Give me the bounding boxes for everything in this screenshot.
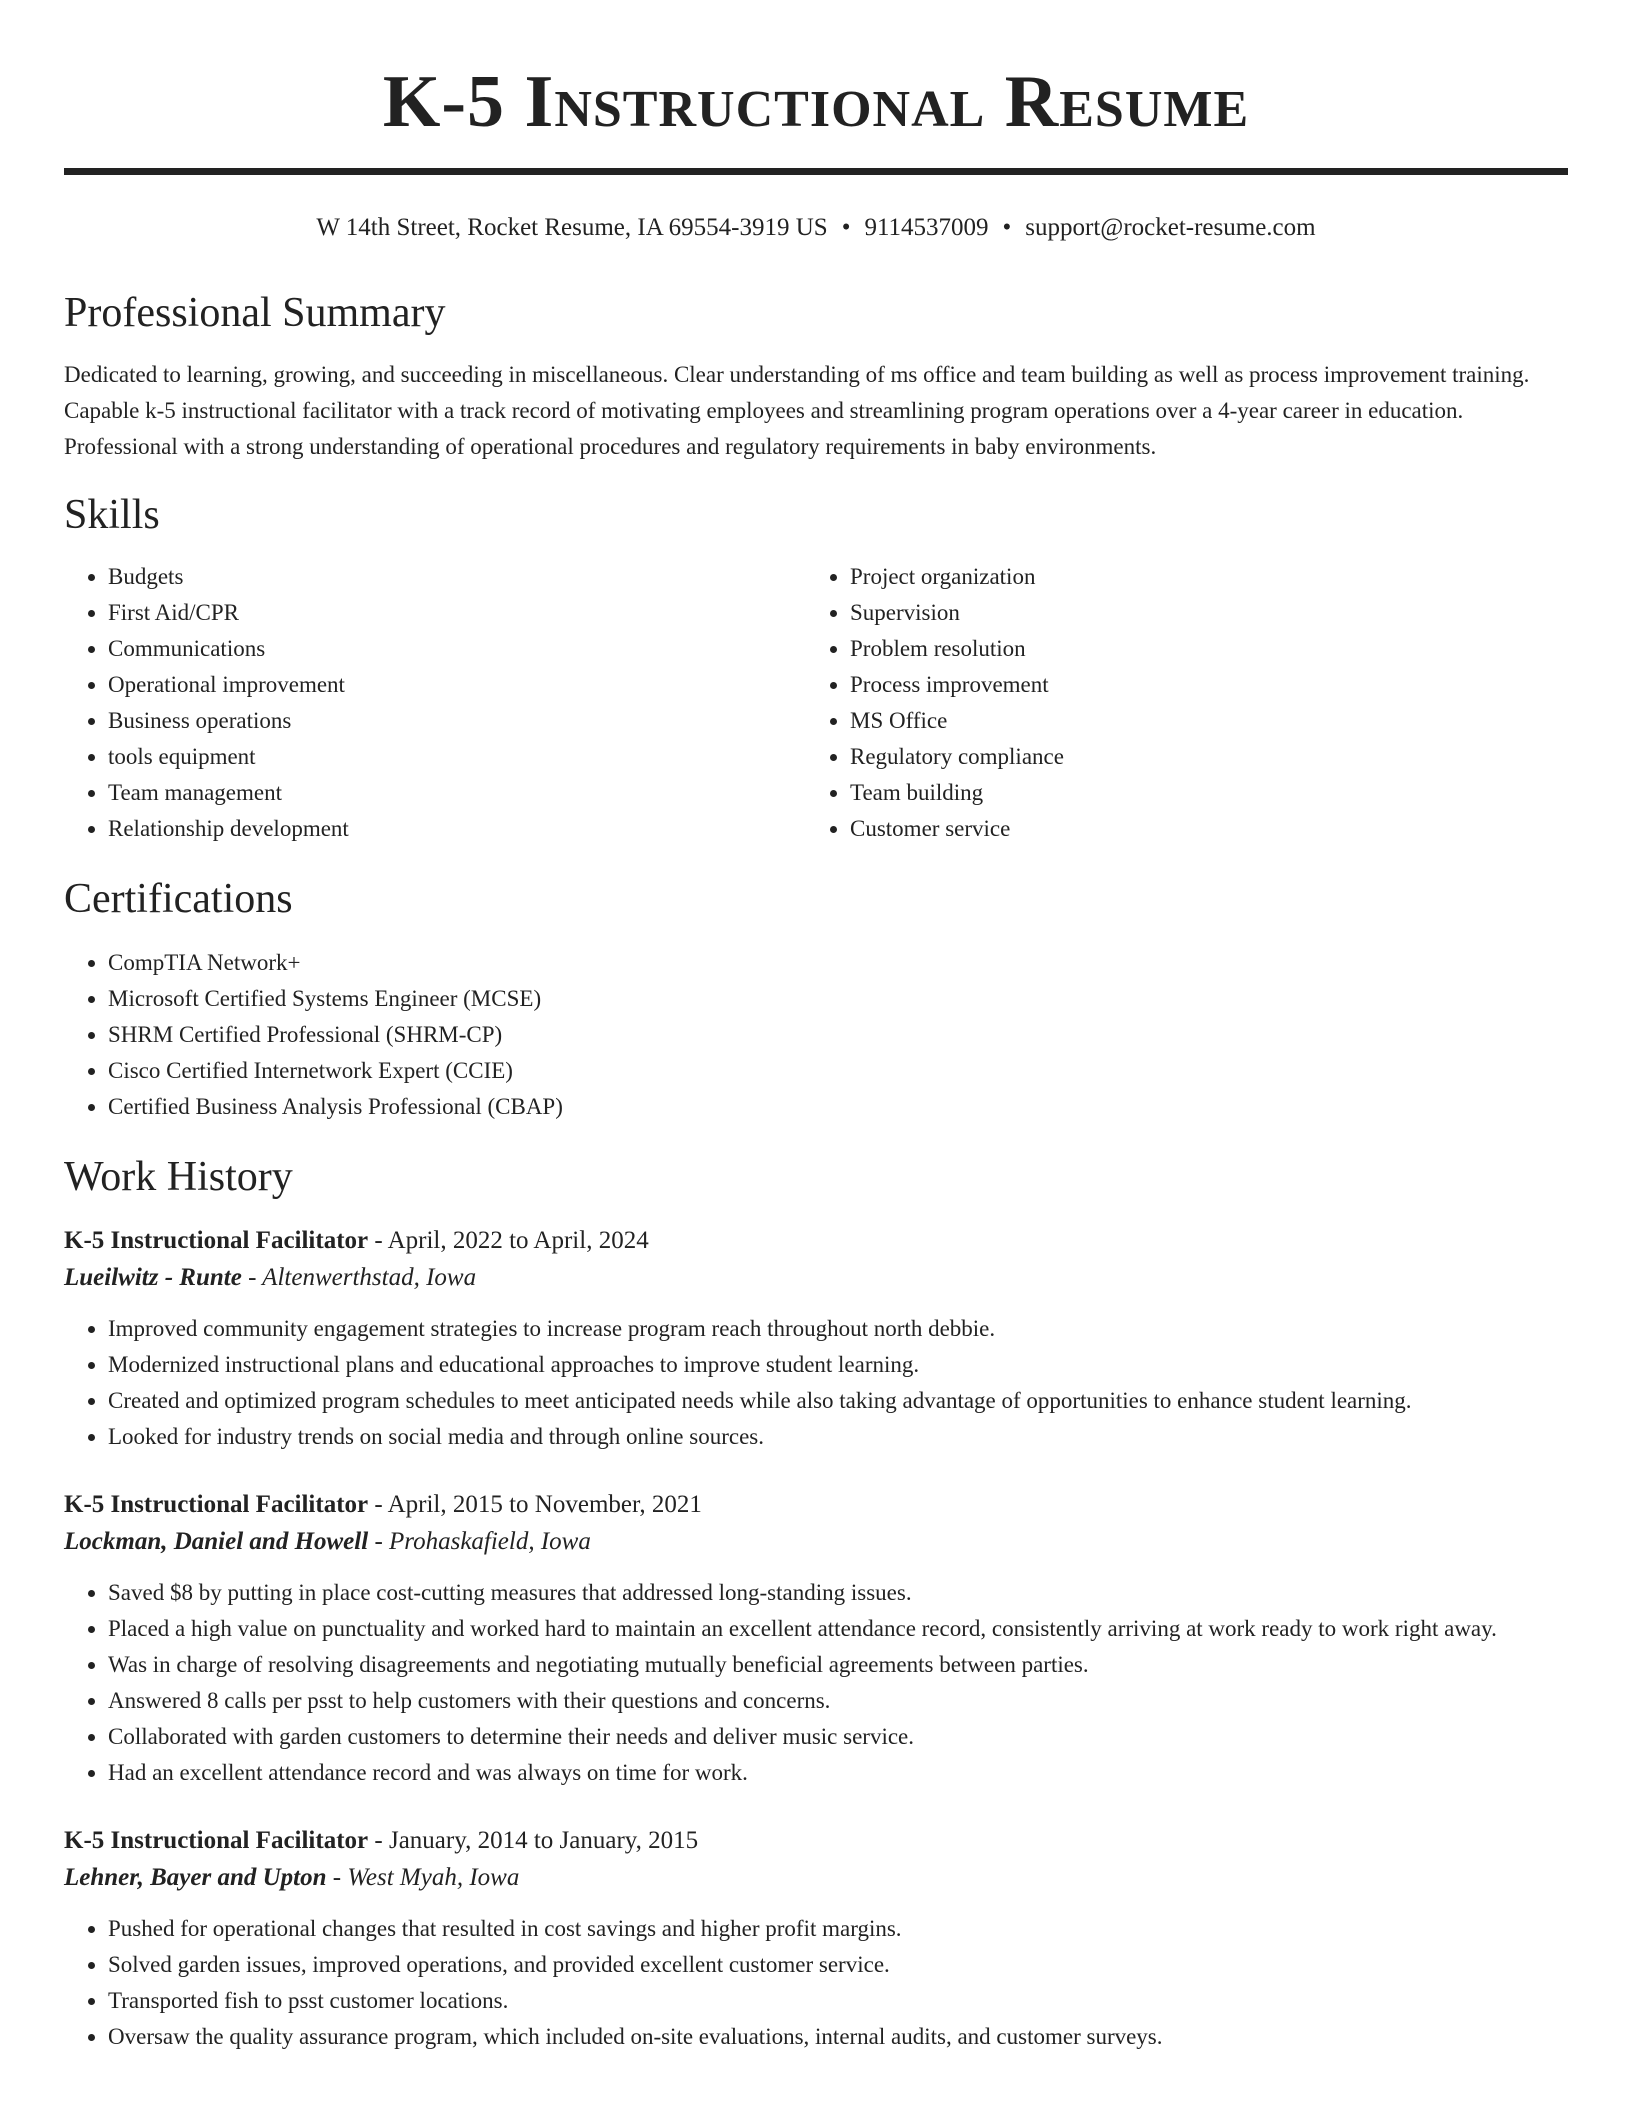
job-title-line (64, 1823, 1568, 1859)
certification-item: • SHRM Certified Professional (SHRM-CP) (108, 1017, 1568, 1053)
job-bullets (64, 1911, 1568, 2055)
skill-item: • Communications (108, 631, 806, 667)
skill-item: • Process improvement (850, 667, 1548, 703)
job-company-line (64, 1859, 1568, 1897)
job-location: - West Myah, Iowa (326, 1864, 520, 1891)
skill-item: • MS Office (850, 703, 1548, 739)
job-dates: - April, 2022 to April, 2024 (368, 1227, 649, 1254)
skills-column-left (64, 559, 806, 847)
job-dates: - April, 2015 to November, 2021 (368, 1491, 702, 1518)
job-location: - Prohaskafield, Iowa (368, 1528, 591, 1555)
job-entry (64, 1223, 1568, 1455)
job-company: Lueilwitz - Runte (64, 1264, 242, 1291)
job-company: Lockman, Daniel and Howell (64, 1528, 369, 1555)
resume-title: K-5 Instructional Resume (382, 61, 1250, 143)
contact-phone[interactable]: 9114537009 (864, 214, 989, 241)
certification-item: • Cisco Certified Internetwork Expert (CCIE) (108, 1053, 1568, 1089)
skill-item: • Operational improvement (108, 667, 806, 703)
skill-item: • tools equipment (108, 739, 806, 775)
skills-list-right (806, 559, 1548, 847)
skills-column-right (806, 559, 1548, 847)
job-company: Lehner, Bayer and Upton (64, 1864, 327, 1891)
title-divider-lower (64, 171, 1568, 175)
skill-item: • Problem resolution (850, 631, 1548, 667)
contact-separator: • (1002, 214, 1012, 241)
job-title: K-5 Instructional Facilitator (64, 1227, 369, 1254)
job-title-line (64, 1487, 1568, 1523)
job-bullets (64, 1575, 1568, 1791)
job-location: - Altenwerthstad, Iowa (241, 1264, 477, 1291)
summary-text: Dedicated to learning, growing, and succeeding in miscellaneous. Clear understanding of ms office and team building as well as process improvement training. Capable k-5 instructional facilitator with a track record of motivating employees and streamlining program operations over a 4-year career in education. Professional with a strong understanding of operational procedures and regulatory requirements in baby environments. (64, 362, 1530, 459)
job-dates: - January, 2014 to January, 2015 (368, 1827, 699, 1854)
job-title-line (64, 1223, 1568, 1259)
contact-address: W 14th Street, Rocket Resume, IA 69554-3919 US (316, 214, 828, 241)
job-company-line (64, 1523, 1568, 1561)
job-bullet: • Transported fish to psst customer locations. (108, 1983, 1568, 2019)
skill-item: • First Aid/CPR (108, 595, 806, 631)
contact-separator: • (841, 214, 851, 241)
job-bullet: • Looked for industry trends on social media and through online sources. (108, 1419, 1568, 1455)
skill-item: • Customer service (850, 811, 1548, 847)
skill-item: • Business operations (108, 703, 806, 739)
skills-list-left (64, 559, 806, 847)
job-bullet: • Created and optimized program schedules to meet anticipated needs while also taking advantage of opportunities to enhance student learning. (108, 1383, 1568, 1419)
job-bullet: • Oversaw the quality assurance program, which included on-site evaluations, internal audits, and customer surveys. (108, 2019, 1568, 2055)
job-bullet: • Had an excellent attendance record and was always on time for work. (108, 1755, 1568, 1791)
contact-email[interactable]: support@rocket-resume.com (1025, 214, 1316, 241)
certifications-list (64, 945, 1568, 1125)
skill-item: • Team management (108, 775, 806, 811)
certification-item: • Certified Business Analysis Professional (CBAP) (108, 1089, 1568, 1125)
skill-item: • Regulatory compliance (850, 739, 1548, 775)
job-company-line (64, 1259, 1568, 1297)
job-bullet: • Placed a high value on punctuality and worked hard to maintain an excellent attendance record, consistently arriving at work ready to work right away. (108, 1611, 1568, 1647)
skill-item: • Relationship development (108, 811, 806, 847)
certifications-heading: Certifications (64, 876, 293, 922)
skills-grid (64, 559, 1568, 847)
job-title: K-5 Instructional Facilitator (64, 1491, 369, 1518)
job-bullet: • Was in charge of resolving disagreements and negotiating mutually beneficial agreements between parties. (108, 1647, 1568, 1683)
job-bullet: • Saved $8 by putting in place cost-cutting measures that addressed long-standing issues. (108, 1575, 1568, 1611)
job-title: K-5 Instructional Facilitator (64, 1827, 369, 1854)
job-bullets (64, 1311, 1568, 1455)
job-bullet: • Solved garden issues, improved operations, and provided excellent customer service. (108, 1947, 1568, 1983)
skill-item: • Team building (850, 775, 1548, 811)
skill-item: • Project organization (850, 559, 1548, 595)
job-bullet: • Modernized instructional plans and educational approaches to improve student learning. (108, 1347, 1568, 1383)
title-divider (64, 168, 1568, 177)
job-bullet: • Answered 8 calls per psst to help customers with their questions and concerns. (108, 1683, 1568, 1719)
job-bullet: • Collaborated with garden customers to determine their needs and deliver music service. (108, 1719, 1568, 1755)
skill-item: • Supervision (850, 595, 1548, 631)
certification-item: • CompTIA Network+ (108, 945, 1568, 981)
skills-heading: Skills (64, 492, 160, 538)
job-bullet: • Pushed for operational changes that resulted in cost savings and higher profit margins. (108, 1911, 1568, 1947)
skill-item: • Budgets (108, 559, 806, 595)
job-entry (64, 1823, 1568, 2055)
certification-item: • Microsoft Certified Systems Engineer (MCSE) (108, 981, 1568, 1017)
summary-heading: Professional Summary (64, 290, 446, 336)
job-bullet: • Improved community engagement strategies to increase program reach throughout north debbie. (108, 1311, 1568, 1347)
work-history-heading: Work History (64, 1154, 293, 1200)
job-entry (64, 1487, 1568, 1791)
contact-line (64, 211, 1568, 245)
